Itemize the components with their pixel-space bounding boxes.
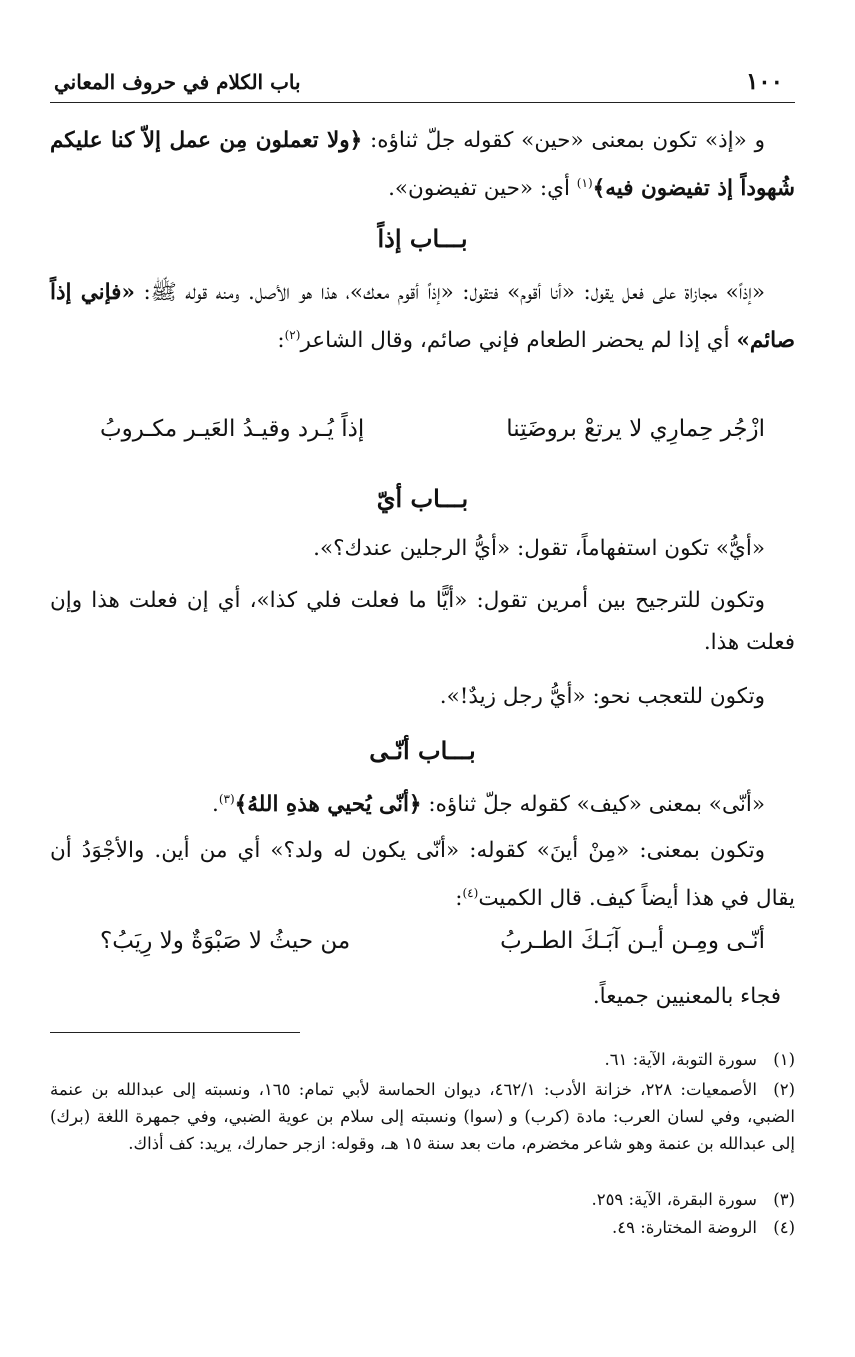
running-title: باب الكلام في حروف المعاني bbox=[54, 70, 301, 94]
verse-2-first-hemistich: أنّـى ومِـن أيـن آبَـكَ الطـربُ bbox=[500, 928, 765, 954]
footnote-ref-2: (٢) bbox=[284, 328, 301, 342]
section-heading-idhan: بـــاب إذاً bbox=[377, 224, 468, 253]
book-page bbox=[50, 66, 795, 1306]
paragraph-ayy-3: وتكون للتعجب نحو: «أيُّ رجل زيدٌ!». bbox=[439, 684, 765, 709]
paragraph-idhan: «إذاً» مجازاة على فعل يقول: «أنا أقوم» فتقول: «إذاً أقوم معك»، هذا هو الأصل. ومنه قوله ﷺ: «فإني إذاً صائم» أي إذا لم يحضر الطعام فإني صائم، وقال الشاعر$^{(٢)}$: bbox=[50, 280, 795, 354]
footnote-ref-4: (٤) bbox=[462, 886, 479, 900]
paragraph-ayy-1: «أيُّ» تكون استفهاماً، تقول: «أيُّ الرجلين عندك؟». bbox=[313, 536, 765, 561]
hadith-quote: «فإني إذاً صائم» bbox=[50, 280, 795, 354]
verse-1 bbox=[100, 416, 765, 456]
footnote-1: (١)سورة التوبة، الآية: ٦١. bbox=[604, 1050, 795, 1069]
footnote-ref-3: (٣) bbox=[218, 792, 235, 806]
footnote-4: (٤)الروضة المختارة: ٤٩. bbox=[612, 1218, 795, 1237]
section-heading-ayy: بـــاب أيّ bbox=[376, 484, 469, 513]
paragraph-anna-2: وتكون بمعنى: «مِنْ أينَ» كقوله: «أنّى يكون له ولد؟» أي من أين. والأجْوَدُ أن يقال في هذا أيضاً كيف. قال الكميت$^{(٤)}$: bbox=[50, 838, 795, 912]
verse-2 bbox=[100, 928, 765, 968]
footnote-ref-1: (١) bbox=[576, 176, 593, 190]
paragraph-anna-1: «أنّى» بمعنى «كيف» كقوله جلّ ثناؤه: ﴿أنّى يُحيي هذهِ اللهُ﴾$^{(٣)}$. bbox=[212, 792, 765, 818]
running-header bbox=[50, 66, 795, 103]
verse-1-second-hemistich: إذاً يُـرد وقيـدُ العَيـر مكـروبُ bbox=[100, 416, 365, 442]
verse-2-second-hemistich: من حيثُ لا صَبْوَةٌ ولا رِيَبُ؟ bbox=[100, 928, 351, 954]
verse-1-first-hemistich: ازْجُر حِمارِي لا يرتعْ بروضَتِنا bbox=[506, 416, 765, 442]
page-number: ١٠٠ bbox=[745, 68, 783, 95]
footnote-2: (٢)الأصمعيات: ٢٢٨، خزانة الأدب: ٤٦٢/١، ديوان الحماسة لأبي تمام: ١٦٥، ونسبته إلى عبدالله بن عنمة الضبي، وفي لسان العرب: مادة (كرب) و (سوا) ونسبته إلى سلام بن عوية الضبي، وفي جمهرة اللغة (برك) إلى عبدالله بن عنمة وهو شاعر مخضرم، مات بعد سنة ١٥ هـ، وقوله: ازجر حمارك، يريد: كف أذاك. bbox=[50, 1080, 795, 1153]
footnote-3: (٣)سورة البقرة، الآية: ٢٥٩. bbox=[591, 1190, 795, 1209]
paragraph-ayy-2: وتكون للترجيح بين أمرين تقول: «أيًّا ما فعلت فلي كذا»، أي إن فعلت هذا وإن فعلت هذا. bbox=[50, 588, 795, 655]
quran-quote: ﴿ولا تعملون مِن عمل إلاّ كنا عليكم شُهوداً إذ تفيضون فيه﴾ bbox=[50, 128, 795, 202]
paragraph-idh: و «إذ» تكون بمعنى «حين» كقوله جلّ ثناؤه: ﴿ولا تعملون مِن عمل إلاّ كنا عليكم شُهوداً إذ تفيضون فيه﴾$^{(١)}$ أي: «حين تفيضون». bbox=[50, 128, 795, 202]
footnote-separator bbox=[50, 1032, 300, 1033]
section-heading-anna: بـــاب أنّـى bbox=[369, 736, 476, 765]
quran-quote-2: ﴿أنّى يُحيي هذهِ اللهُ﴾ bbox=[234, 792, 422, 818]
paragraph-conclusion: فجاء بالمعنيين جميعاً. bbox=[592, 984, 781, 1009]
